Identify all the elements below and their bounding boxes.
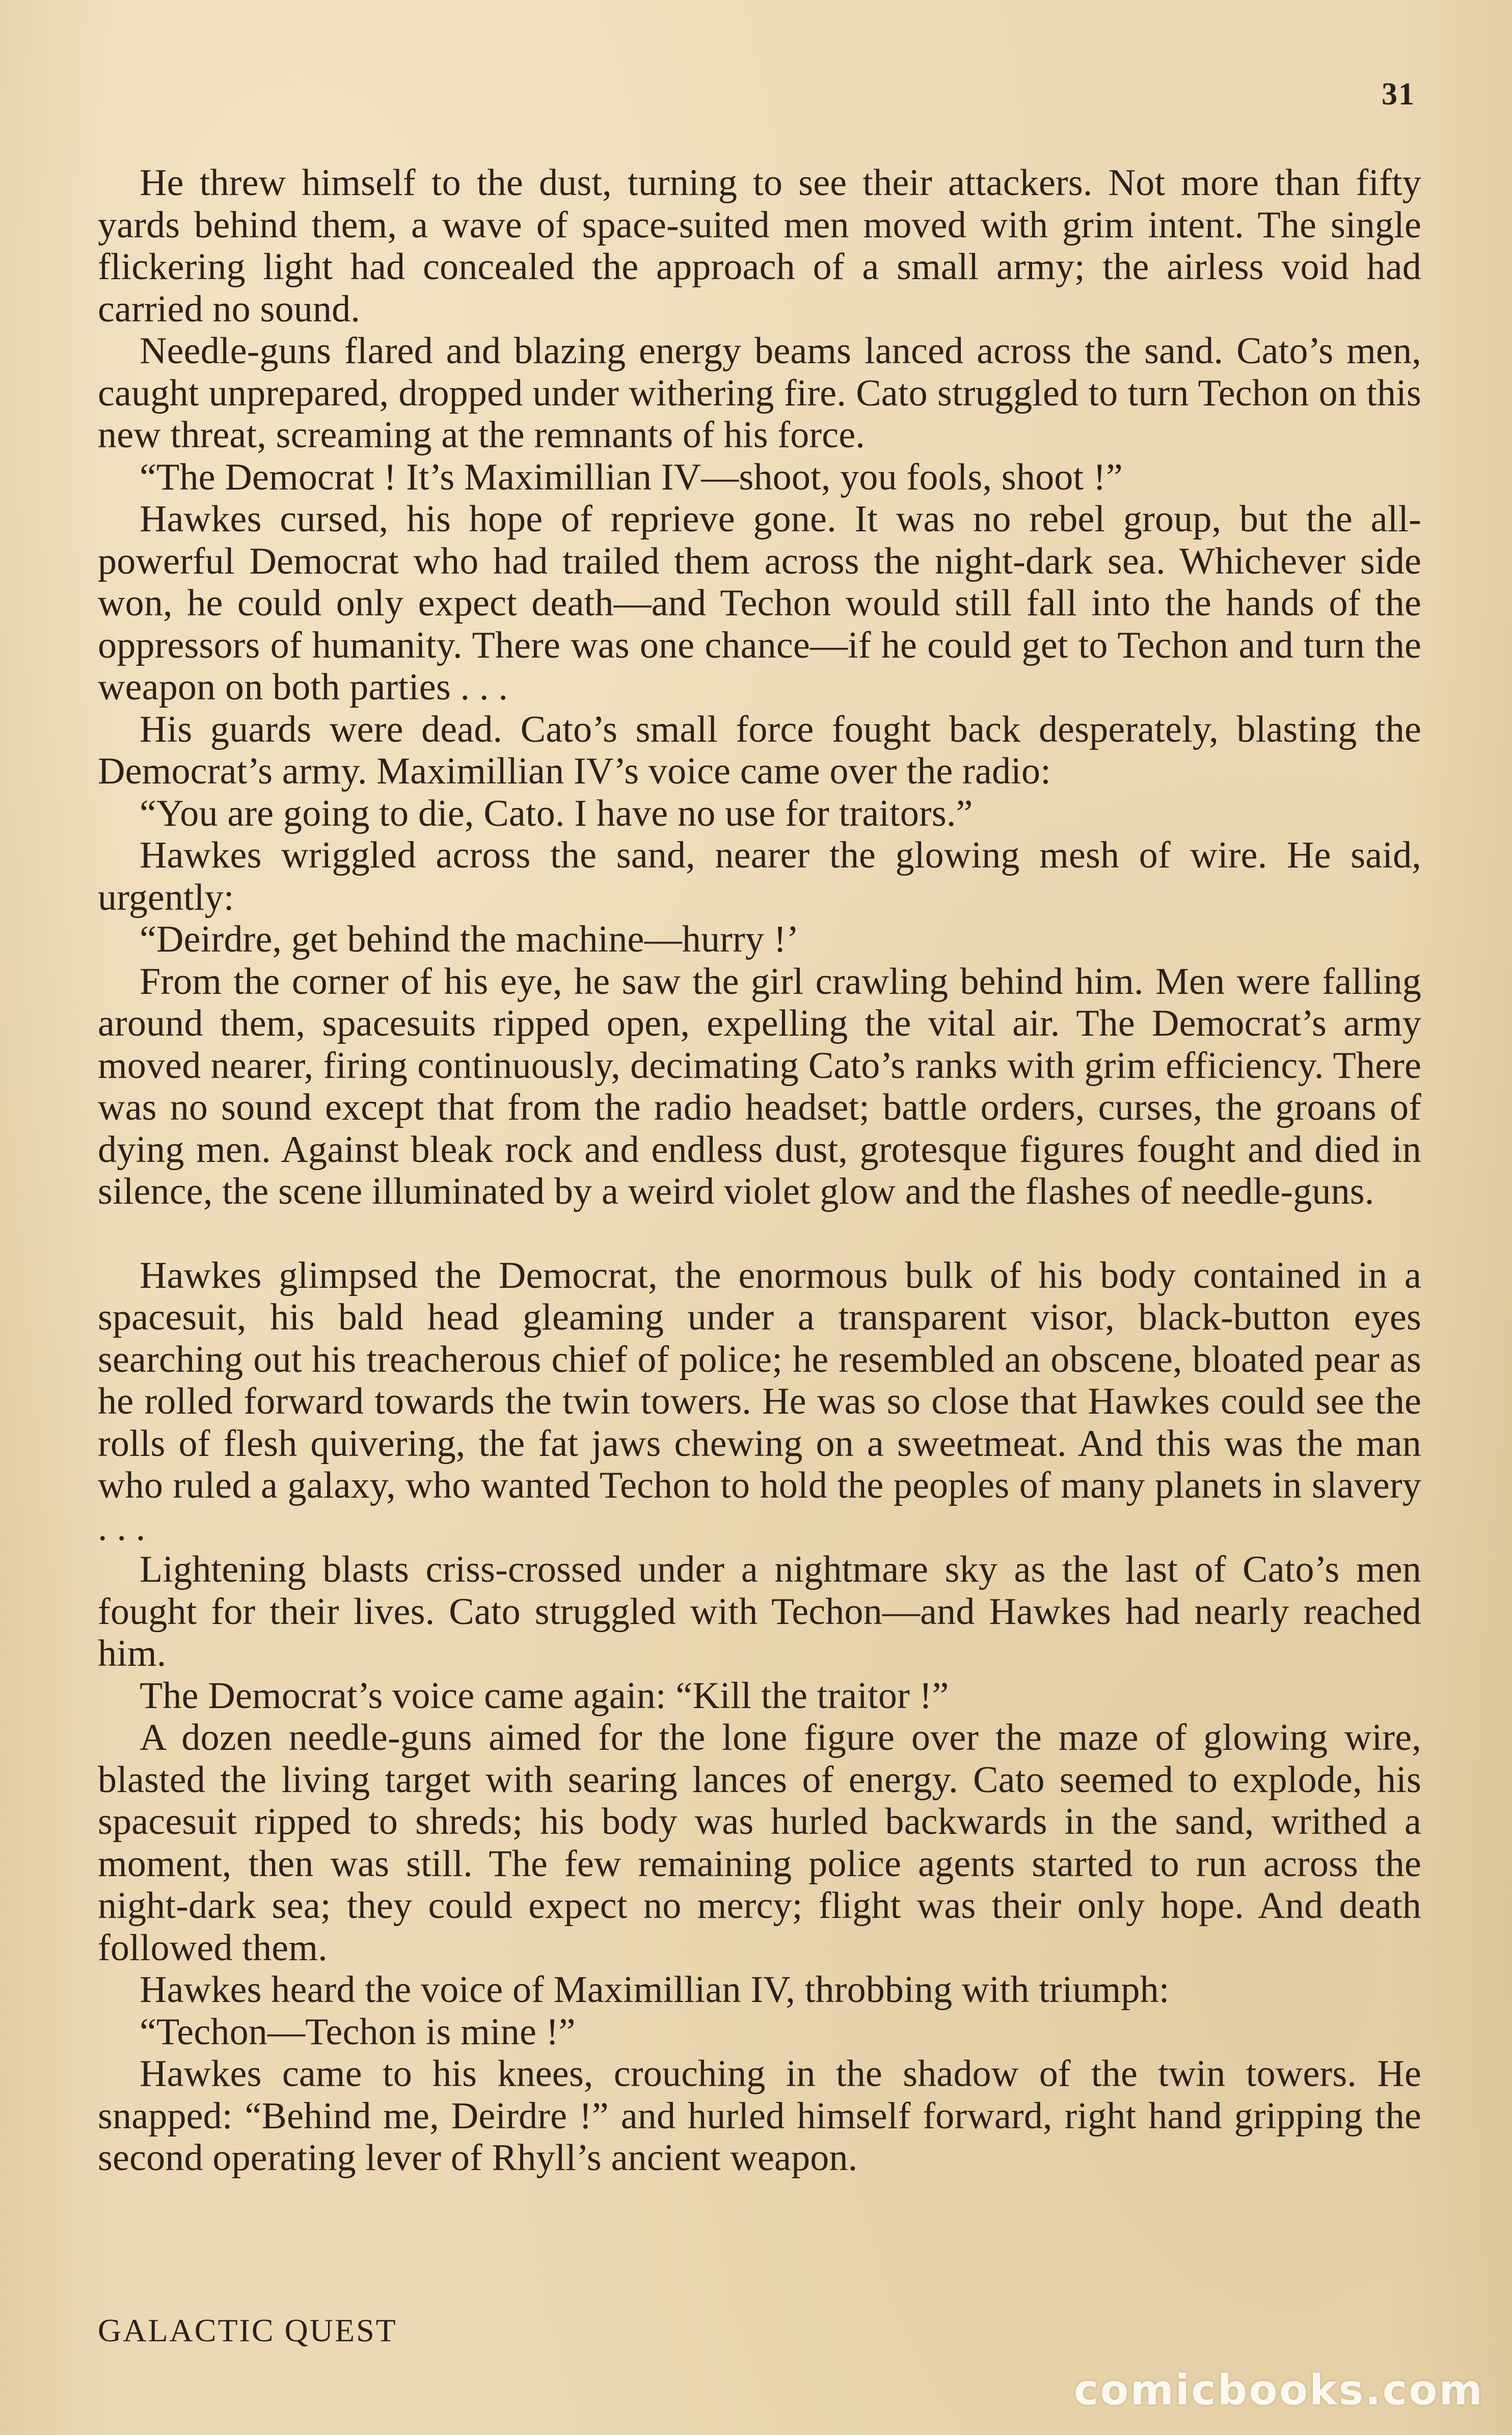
paragraph: Hawkes heard the voice of Maximillian IV, throbbing with triumph: [140,1969,1170,2011]
paragraph: From the corner of his eye, he saw the girl crawling behind him. Men were falling around them, spacesuits ripped open, expelling the vital air. The Democrat’s army moved nearer, firing continuously, decimating Cato’s ranks with grim efficiency. There was no sound except that from the radio headset; battle orders, curses, the groans of dying men. Against bleak rock and endless dust, grotesque figures fought and died in silence, the scene illuminated by a weird violet glow and the flashes of needle-guns. [98,960,1421,1212]
dialogue-paragraph: “Deirdre, get behind the machine—hurry !’ [140,918,799,960]
paragraph: Hawkes came to his knees, crouching in the shadow of the twin towers. He snapped: “Behind me, Deirdre !” and hurled himself forward, right hand gripping the second operating lever of Rhyll’s ancient weapon. [98,2053,1421,2179]
paragraph: His guards were dead. Cato’s small force fought back desperately, blasting the Democrat’s army. Maximillian IV’s voice came over the radio: [98,708,1421,792]
dialogue-paragraph: “Techon—Techon is mine !” [140,2011,576,2053]
page-number: 31 [1382,77,1415,112]
paragraph: Hawkes wriggled across the sand, nearer the glowing mesh of wire. He said, urgently: [98,834,1421,918]
dialogue-paragraph: The Democrat’s voice came again: “Kill the traitor !” [140,1674,949,1717]
watermark: comicbooks.com [1073,2366,1484,2415]
story-text [98,162,1421,2179]
paragraph: Hawkes cursed, his hope of reprieve gone. It was no rebel group, but the all-powerful Democrat who had trailed them across the night-dark sea. Whichever side won, he could only expect death—and Techon would still fall into the hands of the oppressors of humanity. There was one chance—if he could get to Techon and turn the weapon on both parties . . . [98,498,1421,708]
paragraph: Lightening blasts criss-crossed under a nightmare sky as the last of Cato’s men fought for their lives. Cato struggled with Techon—and Hawkes had nearly reached him. [98,1549,1421,1674]
dialogue-paragraph: “The Democrat ! It’s Maximillian IV—shoot, you fools, shoot !” [140,456,1123,498]
dialogue-paragraph: “You are going to die, Cato. I have no use for traitors.” [140,792,973,834]
paragraph: A dozen needle-guns aimed for the lone figure over the maze of glowing wire, blasted the living target with searing lances of energy. Cato seemed to explode, his spacesuit ripped to shreds; his body was hurled backwards in the sand, writhed a moment, then was still. The few remaining police agents started to run across the night-dark sea; they could expect no mercy; flight was their only hope. And death followed them. [98,1717,1421,1969]
paragraph: He threw himself to the dust, turning to see their attackers. Not more than fifty yards behind them, a wave of space-suited men moved with grim intent. The single flickering light had concealed the approach of a small army; the airless void had carried no sound. [98,162,1421,330]
paragraph: Hawkes glimpsed the Democrat, the enormous bulk of his body contained in a spacesuit, his bald head gleaming under a transparent visor, black-button eyes searching out his treacherous chief of police; he resembled an obscene, bloated pear as he rolled forward towards the twin towers. He was so close that Hawkes could see the rolls of flesh quivering, the fat jaws chewing on a sweetmeat. And this was the man who ruled a galaxy, who wanted Techon to hold the peoples of many planets in slavery . . . [98,1254,1421,1549]
paragraph: Needle-guns flared and blazing energy beams lanced across the sand. Cato’s men, caught unprepared, dropped under withering fire. Cato struggled to turn Techon on this new threat, screaming at the remnants of his force. [98,330,1421,456]
footer-title: GALACTIC QUEST [98,2312,397,2348]
